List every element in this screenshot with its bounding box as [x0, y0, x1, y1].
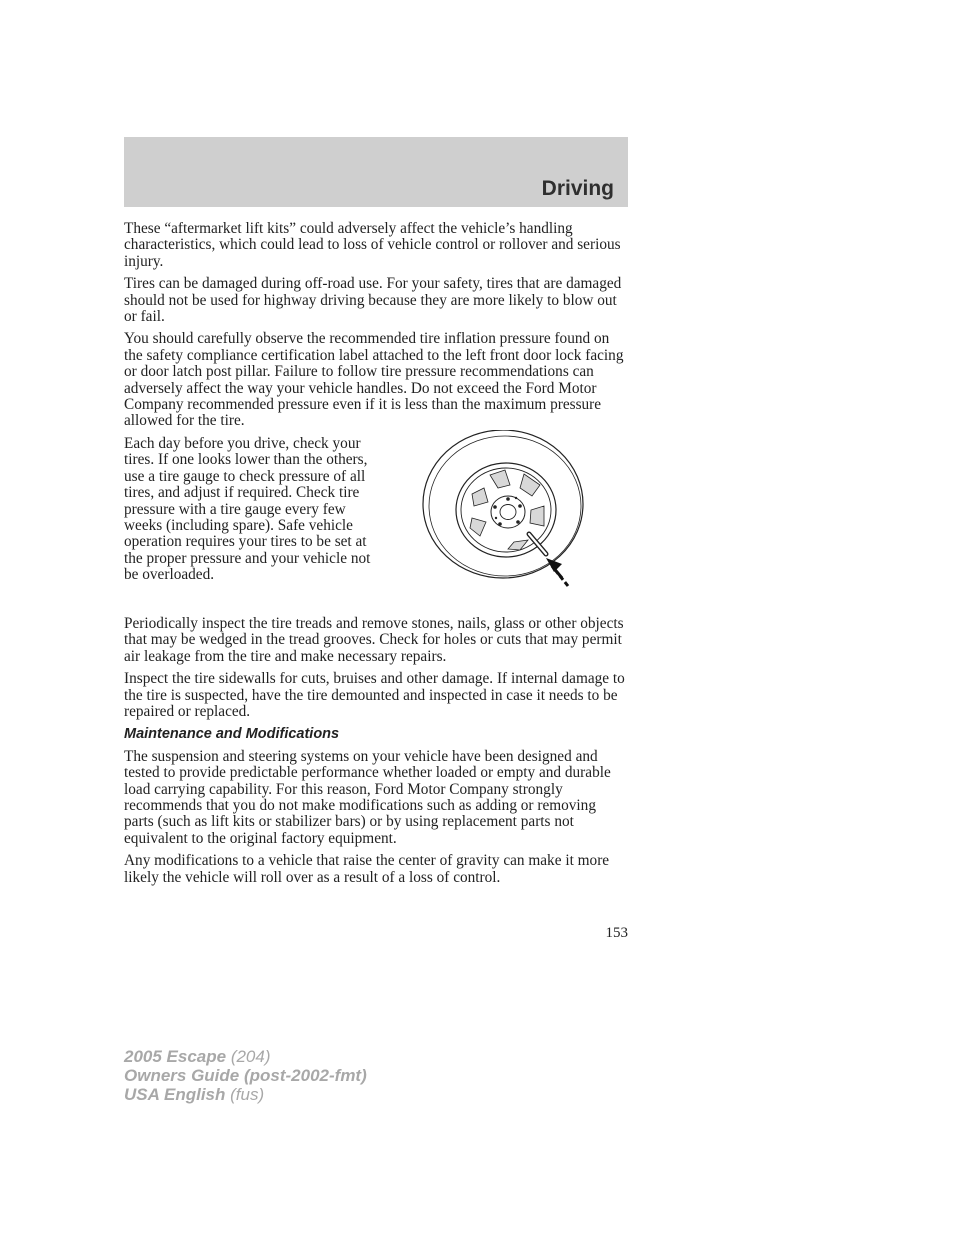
paragraph-inflation-pressure: You should carefully observe the recommended tire inflation pressure found on the safety compliance certification label attached to the left front door lock facing or door latch post pillar. Failure to follow tire pressure recommendations can adversely affect the way your vehicle handles. Do not exceed the Ford Motor Company recommended pressure even if it is less than the maximum pressure allowed for the tire.	[124, 330, 624, 430]
section-header-band	[124, 137, 628, 207]
document-footer	[124, 1047, 367, 1104]
footer-line-2: Owners Guide (post-2002-fmt)	[124, 1066, 367, 1085]
page-content	[124, 221, 628, 892]
paragraph-daily-check: Each day before you drive, check your tires. If one looks lower than the others, use a tire gauge to check pressure of all tires, and adjust if required. Check tire pressure with a tire gauge every few weeks (including spare). Safe vehicle operation requires your tires to be set at the proper pressure and your vehicle not be overloaded.	[124, 434, 371, 584]
paragraph-offroad-damage: Tires can be damaged during off-road use. For your safety, tires that are damaged should not be used for highway driving because they are more likely to blow out or fail.	[124, 275, 622, 326]
subheading-maintenance: Maintenance and Modifications	[124, 726, 340, 743]
page-number: 153	[605, 925, 628, 941]
paragraph-sidewall-inspection: Inspect the tire sidewalls for cuts, bruises and other damage. If internal damage to the tire is suspected, have the tire demounted and inspected in case it needs to be repaired or replaced.	[124, 670, 625, 720]
paragraph-lift-kits: These “aftermarket lift kits” could adversely affect the vehicle’s handling characteristics, which could lead to loss of vehicle control or rollover and serious injury.	[124, 220, 621, 270]
tire-valve-stem-icon	[420, 430, 590, 594]
footer-line-3: USA English (fus)	[124, 1085, 265, 1104]
tire-check-block	[124, 436, 628, 610]
paragraph-suspension-steering: The suspension and steering systems on your vehicle have been designed and tested to provide predictable performance whether loaded or empty and durable load carrying capability. For this reason, Ford Motor Company strongly recommends that you do not make modifications such as adding or removing parts (such as lift kits or stabilizer bars) or by using replacement parts not equivalent to the original factory equipment.	[124, 747, 611, 847]
section-title: Driving	[541, 177, 614, 200]
paragraph-tread-inspection: Periodically inspect the tire treads and remove stones, nails, glass or other objects that may be wedged in the tread grooves. Check for holes or cuts that may permit air leakage from the tire and make necessary repairs.	[124, 614, 624, 665]
footer-line-1: 2005 Escape (204)	[124, 1047, 271, 1066]
paragraph-center-of-gravity: Any modifications to a vehicle that raise the center of gravity can make it more likely the vehicle will roll over as a result of a loss of control.	[124, 852, 610, 886]
